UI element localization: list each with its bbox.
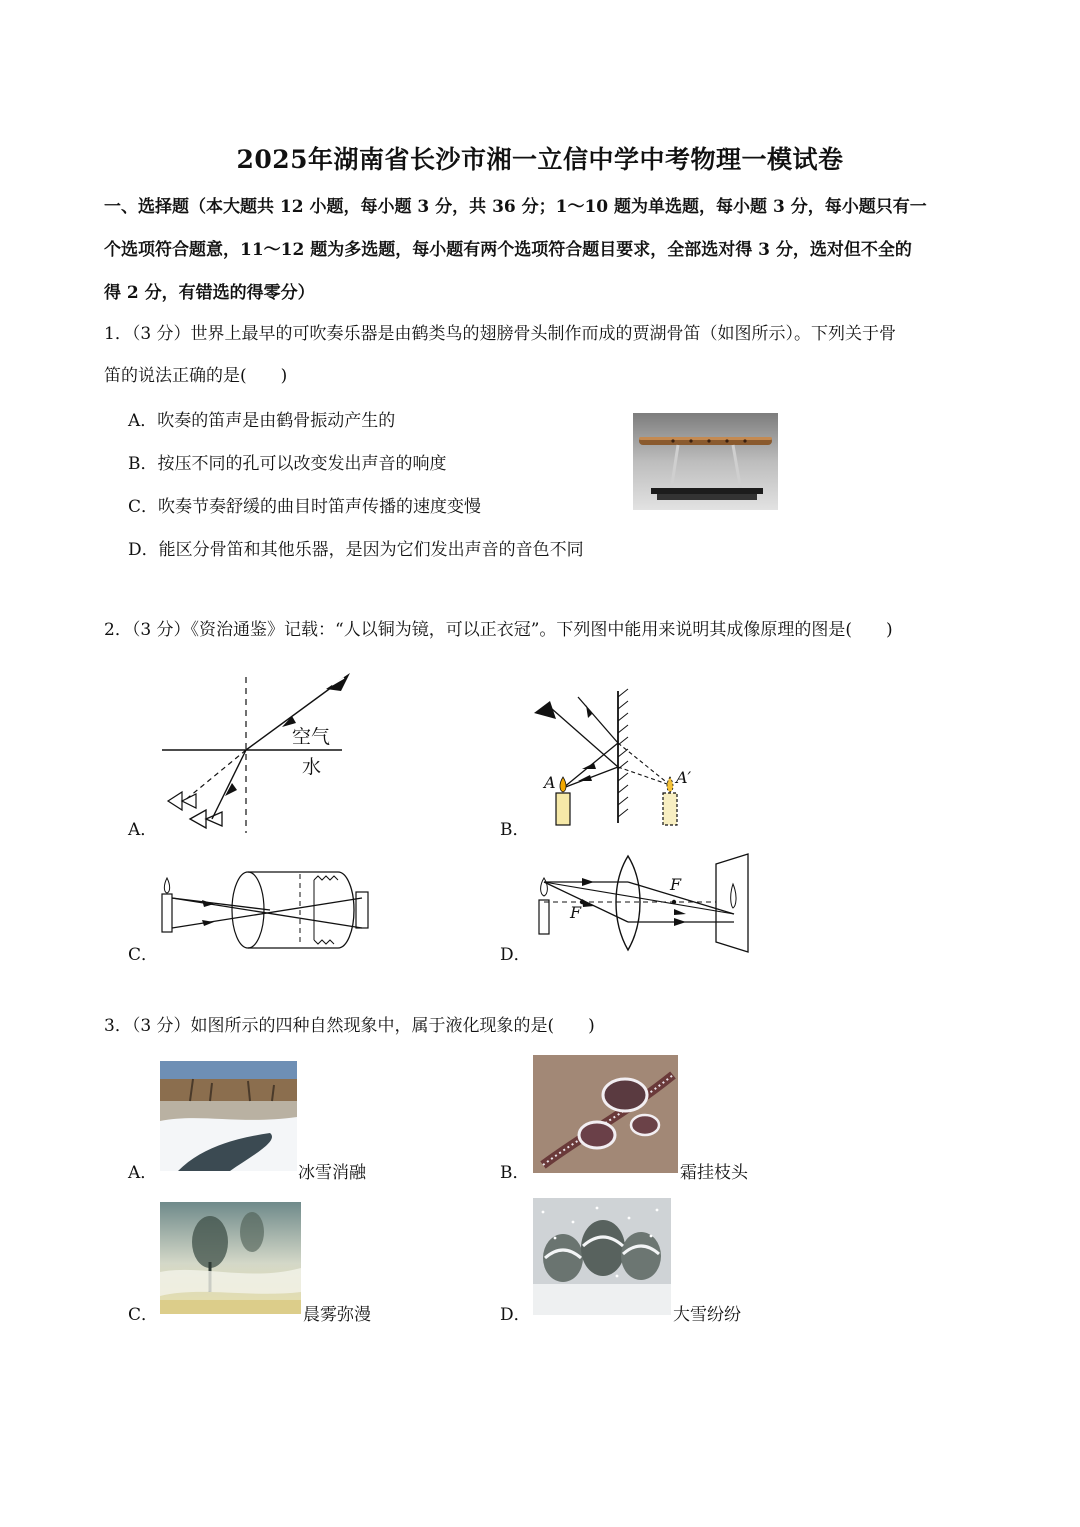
- question-2-label-a: A．: [128, 820, 158, 840]
- frost-branch-photo: [533, 1055, 678, 1173]
- section-line-3: 得 2 分，有错选的得零分）: [104, 283, 315, 303]
- question-3-caption-a: 冰雪消融: [298, 1163, 366, 1183]
- candle-image-icon: [663, 777, 677, 825]
- water-label: 水: [302, 756, 322, 778]
- question-3-label-c: C．: [128, 1305, 159, 1325]
- question-3-caption-d: 大雪纷纷: [673, 1305, 741, 1325]
- question-1-stem-line-2: 笛的说法正确的是( ): [104, 366, 288, 386]
- air-label: 空气: [292, 726, 331, 748]
- question-2-label-c: C．: [128, 945, 159, 965]
- focus-right-label: F: [670, 875, 682, 894]
- question-1-option-c: C．吹奏节奏舒缓的曲目时笛声传播的速度变慢: [128, 497, 482, 517]
- morning-fog-photo: [160, 1202, 301, 1314]
- question-1-option-b: B．按压不同的孔可以改变发出声音的响度: [128, 454, 447, 474]
- fish-icon: [190, 810, 222, 828]
- ice-melting-photo: [160, 1061, 297, 1171]
- question-3-label-b: B．: [500, 1163, 530, 1183]
- section-header: [104, 186, 984, 315]
- question-1-stem-line-1: 1．（3 分）世界上最早的可吹奏乐器是由鹤类鸟的翅膀骨头制作而成的贾湖骨笛（如图所示）。下列关于骨: [104, 324, 897, 344]
- question-3-label-d: D．: [500, 1305, 531, 1325]
- plane-mirror-diagram: [530, 685, 710, 835]
- question-3-stem: 3．（3 分）如图所示的四种自然现象中，属于液化现象的是( ): [104, 1016, 595, 1036]
- bone-flute-photo: [633, 413, 778, 510]
- question-3-caption-b: 霜挂枝头: [680, 1163, 748, 1183]
- convex-lens-diagram: [536, 852, 756, 957]
- section-line-2: 个选项符合题意，11～12 题为多选题，每小题有两个选项符合题目要求，全部选对得 3 分，选对但不全的: [104, 240, 912, 260]
- eye-icon: [326, 673, 350, 691]
- question-2-label-b: B．: [500, 820, 530, 840]
- question-1-option-a: A．吹奏的笛声是由鹤骨振动产生的: [128, 411, 396, 431]
- question-2-stem: 2．（3 分）《资治通鉴》记载：“人以铜为镜，可以正衣冠”。下列图中能用来说明其成像原理的图是( ): [104, 620, 893, 640]
- camera-diagram: [160, 860, 390, 960]
- point-a-label: A: [544, 773, 556, 792]
- section-line-1: 一、选择题（本大题共 12 小题，每小题 3 分，共 36 分；1～10 题为单选题，每小题 3 分，每小题只有一: [104, 197, 927, 217]
- question-2-label-d: D．: [500, 945, 531, 965]
- refraction-diagram: [160, 665, 365, 835]
- focus-left-label: F: [570, 903, 582, 922]
- eye-icon: [534, 701, 556, 719]
- question-3-caption-c: 晨雾弥漫: [303, 1305, 371, 1325]
- fish-image-icon: [168, 792, 196, 810]
- page-title: 2025年湖南省长沙市湘一立信中学中考物理一模试卷: [236, 145, 844, 174]
- question-1-stem: [104, 313, 984, 397]
- point-a-prime-label: A′: [676, 768, 692, 787]
- heavy-snow-photo: [533, 1198, 671, 1315]
- question-1-option-d: D．能区分骨笛和其他乐器，是因为它们发出声音的音色不同: [128, 540, 584, 560]
- question-3-label-a: A．: [128, 1163, 158, 1183]
